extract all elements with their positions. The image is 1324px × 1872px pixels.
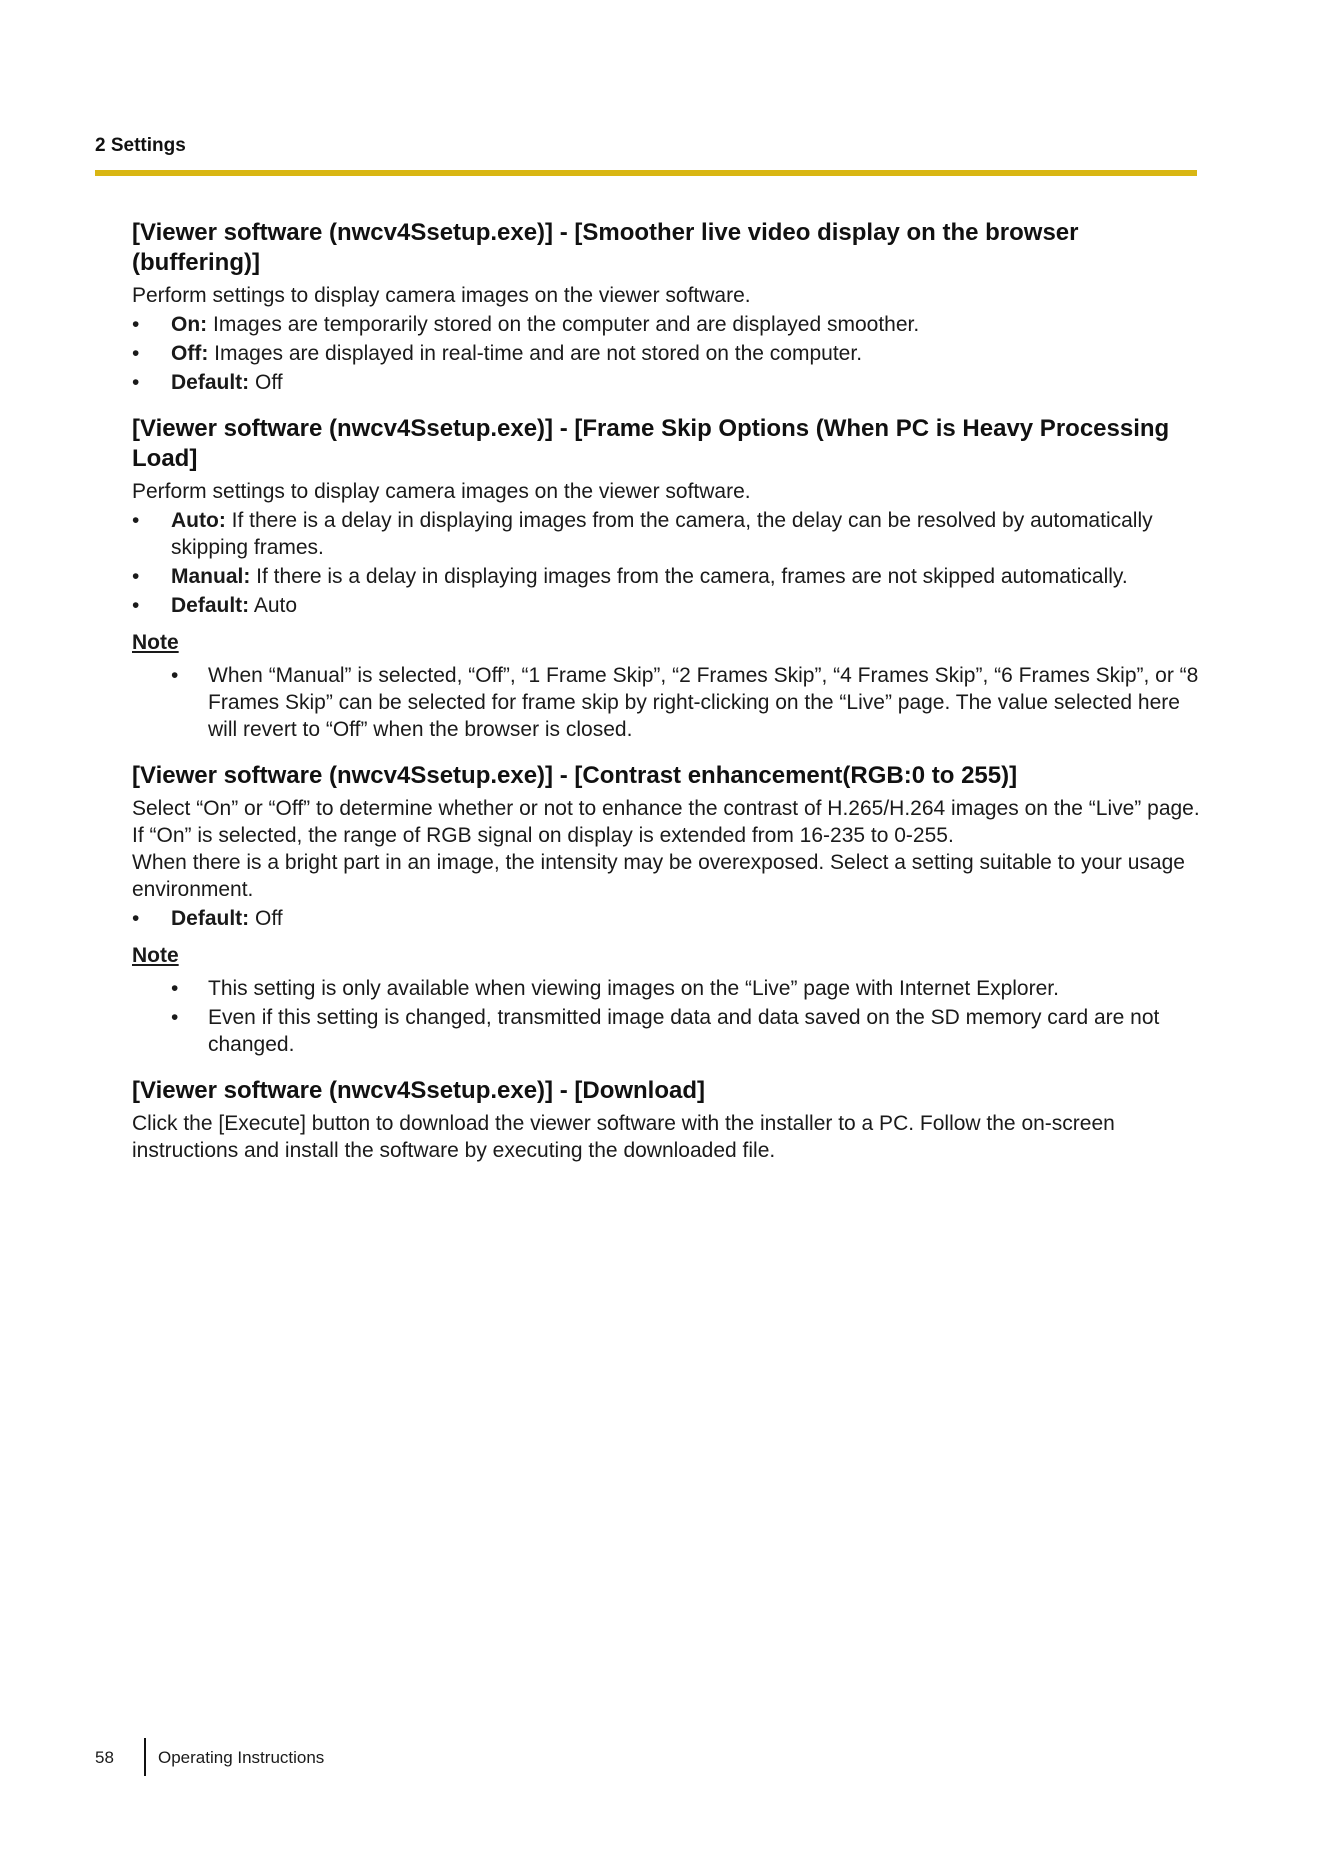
section-paragraph: If “On” is selected, the range of RGB signal on display is extended from 16-235 to 0-255.: [132, 824, 954, 847]
option-list: [132, 507, 1202, 619]
bullet-icon: •: [132, 509, 140, 532]
section-intro: Perform settings to display camera images on the viewer software.: [132, 480, 751, 503]
option-term: Manual:: [171, 565, 251, 588]
note-item: [171, 662, 1202, 743]
option-item: [132, 563, 1202, 590]
note-item: [171, 975, 1202, 1002]
bullet-icon: •: [132, 371, 140, 394]
bullet-icon: •: [132, 907, 140, 930]
section-contrast: [132, 761, 1202, 1058]
note-label: Note: [132, 944, 179, 967]
option-term: Auto:: [171, 509, 226, 532]
section-download: [132, 1076, 1202, 1164]
bullet-icon: •: [171, 664, 179, 687]
option-item: [132, 592, 1202, 619]
option-text: Images are displayed in real-time and are not stored on the computer.: [208, 342, 863, 365]
note-text: This setting is only available when viewing images on the “Live” page with Internet Explorer.: [208, 977, 1059, 1000]
option-item: [132, 340, 1202, 367]
option-text: If there is a delay in displaying images from the camera, frames are not skipped automatically.: [250, 565, 1128, 588]
section-heading: [Viewer software (nwcv4Ssetup.exe)] - [Download]: [132, 1077, 706, 1104]
running-head: 2 Settings: [95, 135, 186, 156]
option-term: Default:: [171, 907, 250, 930]
section-heading: [Viewer software (nwcv4Ssetup.exe)] - [Contrast enhancement(RGB:0 to 255)]: [132, 762, 1018, 789]
footer-divider: [144, 1738, 146, 1776]
option-item: [132, 311, 1202, 338]
option-text: Images are temporarily stored on the computer and are displayed smoother.: [207, 313, 920, 336]
note-label: Note: [132, 631, 179, 654]
note-text: When “Manual” is selected, “Off”, “1 Frame Skip”, “2 Frames Skip”, “4 Frames Skip”, “6 Frames Skip”, or “8 Frames Skip” can be selected for frame skip by right-clicking on the “Live” page. The value selected here will revert to “Off” when the browser is closed.: [208, 664, 1199, 741]
option-term: Default:: [171, 594, 250, 617]
option-term: On:: [171, 313, 208, 336]
option-list: [132, 311, 1202, 396]
document-title: Operating Instructions: [158, 1748, 325, 1767]
note-text: Even if this setting is changed, transmitted image data and data saved on the SD memory card are not changed.: [208, 1006, 1160, 1056]
note-list: [132, 975, 1202, 1058]
option-term: Default:: [171, 371, 250, 394]
note-item: [171, 1004, 1202, 1058]
section-frame-skip: [132, 414, 1202, 743]
bullet-icon: •: [171, 977, 179, 1000]
page-number: 58: [95, 1748, 114, 1767]
bullet-icon: •: [132, 594, 140, 617]
option-list: [132, 905, 1202, 932]
bullet-icon: •: [171, 1006, 179, 1029]
option-term: Off:: [171, 342, 209, 365]
option-text: If there is a delay in displaying images from the camera, the delay can be resolved by automatically skipping frames.: [171, 509, 1153, 559]
bullet-icon: •: [132, 313, 140, 336]
option-item: [132, 905, 1202, 932]
option-text: Off: [249, 907, 283, 930]
option-text: Off: [249, 371, 283, 394]
section-paragraph: When there is a bright part in an image, the intensity may be overexposed. Select a setting suitable to your usage environment.: [132, 851, 1185, 901]
page-content: [132, 218, 1202, 1182]
note-list: [132, 662, 1202, 743]
option-item: [132, 507, 1202, 561]
section-buffering: [132, 218, 1202, 396]
option-text: Auto: [249, 594, 298, 617]
section-intro: Perform settings to display camera images on the viewer software.: [132, 284, 751, 307]
section-heading: [Viewer software (nwcv4Ssetup.exe)] - [Frame Skip Options (When PC is Heavy Processing Load]: [132, 415, 1170, 472]
header-rule: [95, 170, 1197, 176]
option-item: [132, 369, 1202, 396]
bullet-icon: •: [132, 565, 140, 588]
section-paragraph: Select “On” or “Off” to determine whether or not to enhance the contrast of H.265/H.264 images on the “Live” page.: [132, 797, 1200, 820]
section-heading: [Viewer software (nwcv4Ssetup.exe)] - [Smoother live video display on the browser (buffering)]: [132, 219, 1079, 276]
bullet-icon: •: [132, 342, 140, 365]
section-paragraph: Click the [Execute] button to download the viewer software with the installer to a PC. Follow the on-screen instructions and install the software by executing the downloaded file.: [132, 1112, 1115, 1162]
